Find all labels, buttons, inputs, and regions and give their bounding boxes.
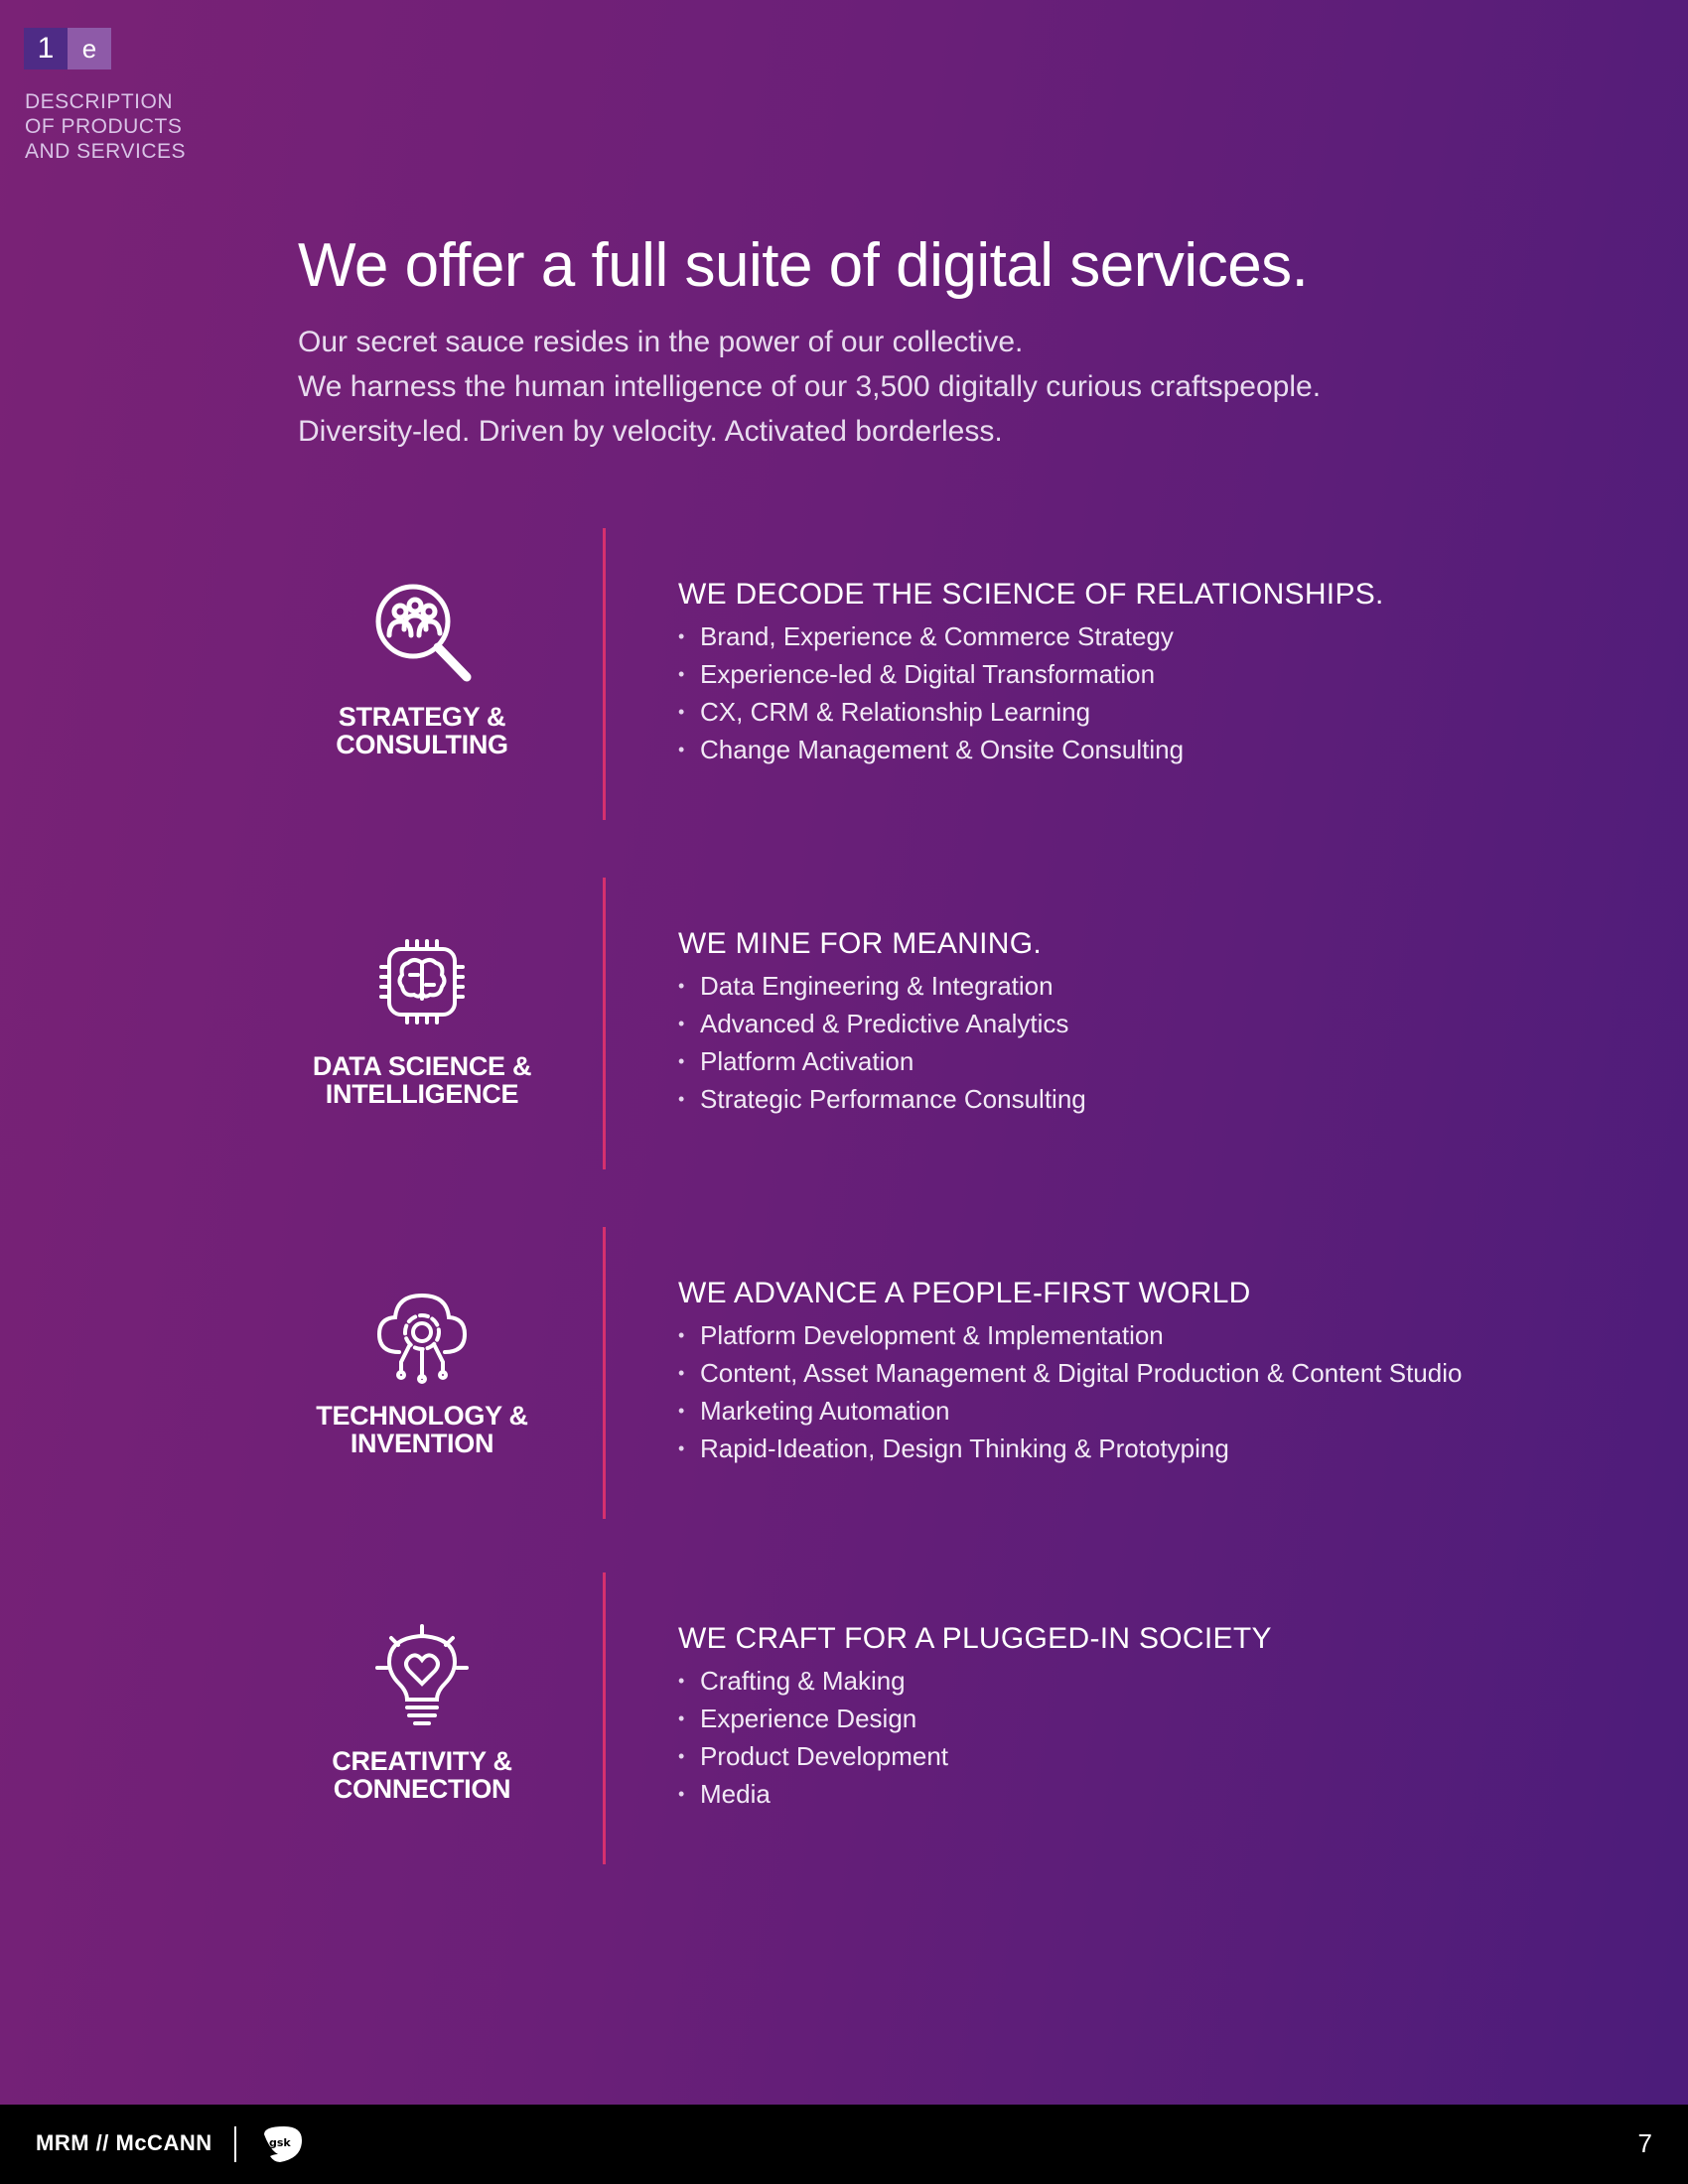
service-name: CREATIVITY & CONNECTION — [332, 1746, 512, 1804]
list-item: • Product Development — [678, 1737, 1272, 1775]
section-label: DESCRIPTION OF PRODUCTS AND SERVICES — [25, 90, 186, 163]
intro-text — [298, 320, 1321, 454]
service-list — [678, 1316, 1462, 1467]
list-item: • Media — [678, 1775, 1272, 1813]
list-item: • Experience-led & Digital Transformation — [678, 655, 1384, 693]
page-number: 7 — [1637, 2128, 1652, 2158]
service-data-science — [0, 878, 1688, 1169]
service-technology-invention — [0, 1227, 1688, 1519]
service-strategy-consulting — [0, 528, 1688, 820]
section-letter: e — [68, 28, 111, 69]
section-badge — [24, 28, 111, 69]
service-title: WE DECODE THE SCIENCE OF RELATIONSHIPS. — [678, 578, 1384, 611]
service-list — [678, 967, 1086, 1118]
service-name: TECHNOLOGY & INVENTION — [316, 1401, 528, 1458]
section-number: 1 — [24, 28, 68, 69]
service-creativity-connection — [0, 1572, 1688, 1864]
service-divider — [603, 1572, 606, 1864]
list-item: • Experience Design — [678, 1700, 1272, 1737]
intro-line: We harness the human intelligence of our 3,500 digitally curious craftspeople. — [298, 370, 1322, 403]
intro-line: Our secret sauce resides in the power of our collective. — [298, 326, 1024, 358]
service-title: WE MINE FOR MEANING. — [678, 927, 1042, 960]
list-item: • Platform Activation — [678, 1042, 1086, 1080]
service-list — [678, 617, 1384, 768]
list-item: • Strategic Performance Consulting — [678, 1080, 1086, 1118]
list-item: • Advanced & Predictive Analytics — [678, 1005, 1086, 1042]
list-item: • Platform Development & Implementation — [678, 1316, 1462, 1354]
gsk-logo-text: gsk — [269, 2136, 291, 2149]
page-title: We offer a full suite of digital services. — [298, 231, 1309, 300]
service-divider — [603, 528, 606, 820]
list-item: • Brand, Experience & Commerce Strategy — [678, 617, 1384, 655]
service-list — [678, 1662, 1272, 1813]
brain-chip-icon — [367, 927, 477, 1036]
service-name: STRATEGY & CONSULTING — [336, 702, 508, 759]
list-item: • Crafting & Making — [678, 1662, 1272, 1700]
footer — [0, 2105, 1688, 2184]
gsk-logo-icon — [260, 2124, 304, 2164]
list-item: • Change Management & Onsite Consulting — [678, 731, 1384, 768]
list-item: • CX, CRM & Relationship Learning — [678, 693, 1384, 731]
mrm-mccann-logo: MRM // McCANN — [36, 2130, 212, 2155]
service-divider — [603, 878, 606, 1169]
intro-line: Diversity-led. Driven by velocity. Activated borderless. — [298, 415, 1003, 448]
list-item: • Content, Asset Management & Digital Production & Content Studio — [678, 1354, 1462, 1392]
footer-separator — [234, 2126, 236, 2162]
list-item: • Marketing Automation — [678, 1392, 1462, 1430]
list-item: • Rapid-Ideation, Design Thinking & Prototyping — [678, 1430, 1462, 1467]
cloud-gear-icon — [367, 1277, 477, 1386]
list-item: • Data Engineering & Integration — [678, 967, 1086, 1005]
service-title: WE ADVANCE A PEOPLE-FIRST WORLD — [678, 1277, 1251, 1309]
lightbulb-heart-icon — [367, 1622, 477, 1731]
service-divider — [603, 1227, 606, 1519]
magnifier-people-icon — [367, 578, 477, 687]
service-name: DATA SCIENCE & INTELLIGENCE — [312, 1051, 532, 1109]
service-title: WE CRAFT FOR A PLUGGED-IN SOCIETY — [678, 1622, 1272, 1655]
